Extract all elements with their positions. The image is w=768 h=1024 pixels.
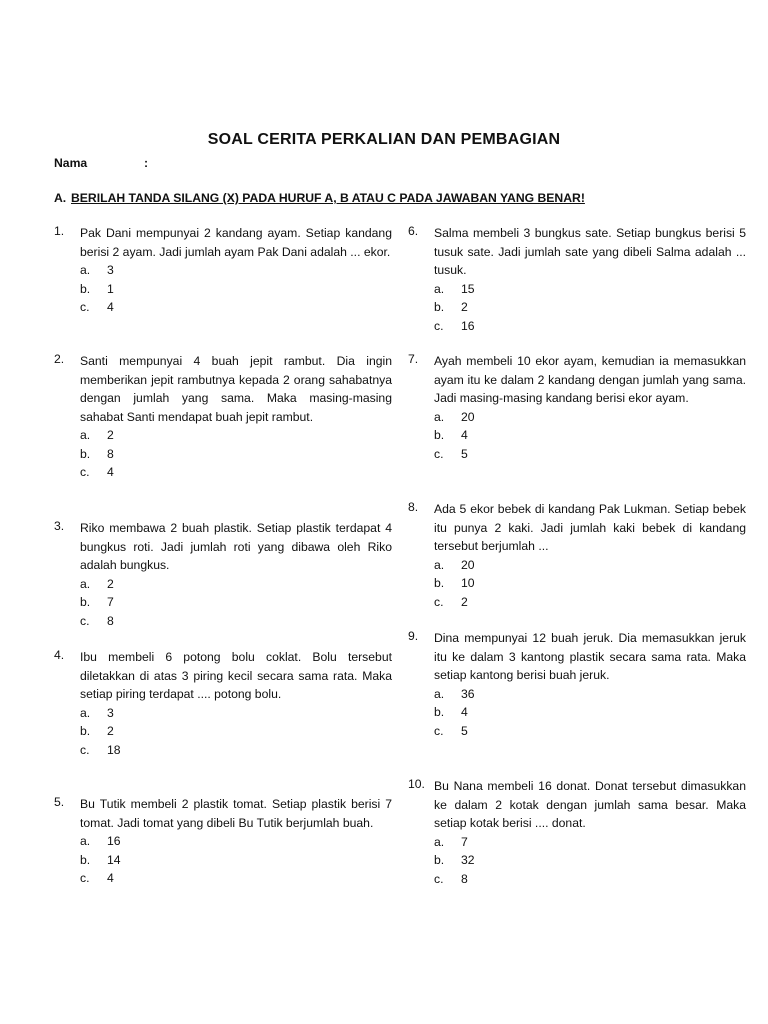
- option-letter: b.: [80, 446, 91, 461]
- answer-option[interactable]: [434, 556, 746, 574]
- page-title: SOAL CERITA PERKALIAN DAN PEMBAGIAN: [207, 131, 561, 148]
- answer-option[interactable]: [434, 703, 746, 721]
- name-colon: :: [144, 156, 149, 170]
- option-value: 8: [461, 871, 468, 886]
- option-letter: a.: [434, 834, 445, 849]
- option-letter: c.: [80, 742, 90, 757]
- option-value: 4: [107, 465, 114, 480]
- option-value: 32: [461, 853, 475, 868]
- question-number: 2.: [54, 352, 65, 366]
- answer-option[interactable]: [80, 593, 392, 611]
- option-value: 15: [461, 281, 475, 296]
- question-item: [54, 519, 392, 630]
- question-item: [54, 795, 392, 887]
- option-letter: b.: [434, 428, 445, 443]
- question-item: [408, 352, 746, 463]
- answer-option[interactable]: [80, 280, 392, 298]
- answer-options: [434, 280, 746, 335]
- question-item: [54, 352, 392, 482]
- question-number: 7.: [408, 352, 419, 366]
- option-value: 3: [107, 705, 114, 720]
- question-text: Pak Dani mempunyai 2 kandang ayam. Setiap kandang berisi 2 ayam. Jadi jumlah ayam Pak Dani adalah ... ekor.: [80, 226, 392, 259]
- option-letter: b.: [80, 281, 91, 296]
- answer-option[interactable]: [80, 261, 392, 279]
- option-letter: b.: [80, 595, 91, 610]
- answer-option[interactable]: [80, 722, 392, 740]
- option-value: 2: [107, 724, 114, 739]
- option-letter: b.: [80, 852, 91, 867]
- option-letter: c.: [80, 465, 90, 480]
- option-letter: c.: [434, 446, 444, 461]
- option-value: 4: [107, 299, 114, 314]
- answer-option[interactable]: [434, 851, 746, 869]
- option-letter: a.: [434, 686, 445, 701]
- option-value: 7: [107, 595, 114, 610]
- option-value: 5: [461, 723, 468, 738]
- question-item: [408, 629, 746, 740]
- question-number: 1.: [54, 224, 65, 238]
- answer-option[interactable]: [80, 575, 392, 593]
- answer-options: [80, 575, 392, 630]
- option-value: 2: [461, 594, 468, 609]
- question-item: [408, 500, 746, 611]
- answer-option[interactable]: [80, 832, 392, 850]
- answer-option[interactable]: [434, 280, 746, 298]
- option-letter: a.: [434, 557, 445, 572]
- answer-option[interactable]: [434, 593, 746, 611]
- answer-option[interactable]: [434, 426, 746, 444]
- question-number: 6.: [408, 224, 419, 238]
- answer-options: [434, 833, 746, 888]
- option-letter: b.: [434, 705, 445, 720]
- question-number: 5.: [54, 795, 65, 809]
- answer-option[interactable]: [434, 298, 746, 316]
- option-value: 16: [461, 318, 475, 333]
- answer-option[interactable]: [434, 685, 746, 703]
- question-item: [54, 224, 392, 316]
- option-letter: b.: [434, 853, 445, 868]
- answer-option[interactable]: [434, 833, 746, 851]
- answer-options: [80, 832, 392, 887]
- name-field: [54, 156, 149, 170]
- instruction-letter: A.: [54, 191, 67, 205]
- option-value: 8: [107, 613, 114, 628]
- option-value: 18: [107, 742, 121, 757]
- option-letter: c.: [434, 318, 444, 333]
- answer-option[interactable]: [80, 445, 392, 463]
- question-number: 3.: [54, 519, 65, 533]
- answer-option[interactable]: [80, 298, 392, 316]
- option-letter: a.: [80, 428, 91, 443]
- answer-option[interactable]: [434, 317, 746, 335]
- option-value: 14: [107, 852, 121, 867]
- option-value: 2: [461, 300, 468, 315]
- option-value: 3: [107, 263, 114, 278]
- option-letter: b.: [434, 300, 445, 315]
- question-text: Dina mempunyai 12 buah jeruk. Dia memasukkan jeruk itu ke dalam 3 kantong plastik secara sama rata. Maka setiap kantong berisi buah jeruk.: [434, 631, 746, 683]
- option-letter: c.: [434, 723, 444, 738]
- option-letter: a.: [80, 263, 91, 278]
- answer-option[interactable]: [80, 704, 392, 722]
- answer-option[interactable]: [80, 426, 392, 444]
- option-value: 4: [461, 428, 468, 443]
- answer-option[interactable]: [80, 612, 392, 630]
- option-value: 7: [461, 834, 468, 849]
- answer-options: [434, 556, 746, 611]
- question-text: Bu Tutik membeli 2 plastik tomat. Setiap plastik berisi 7 tomat. Jadi tomat yang dibeli Bu Tutik berjumlah buah.: [80, 797, 392, 830]
- instruction: [54, 191, 585, 205]
- instruction-text: BERILAH TANDA SILANG (X) PADA HURUF A, B ATAU C PADA JAWABAN YANG BENAR!: [71, 191, 585, 205]
- question-text: Salma membeli 3 bungkus sate. Setiap bungkus berisi 5 tusuk sate. Jadi jumlah sate yang dibeli Salma adalah ... tusuk.: [434, 226, 746, 278]
- question-item: [54, 648, 392, 759]
- answer-options: [434, 408, 746, 463]
- question-number: 10.: [408, 777, 425, 791]
- option-value: 1: [107, 281, 114, 296]
- option-value: 8: [107, 446, 114, 461]
- question-text: Ada 5 ekor bebek di kandang Pak Lukman. Setiap bebek itu punya 2 kaki. Jadi jumlah kaki bebek di kandang tersebut berjumlah ...: [434, 502, 746, 554]
- answer-option[interactable]: [434, 722, 746, 740]
- option-letter: a.: [80, 576, 91, 591]
- option-letter: b.: [80, 724, 91, 739]
- answer-option[interactable]: [434, 870, 746, 888]
- option-letter: a.: [80, 834, 91, 849]
- option-letter: b.: [434, 576, 445, 591]
- question-item: [408, 224, 746, 335]
- option-letter: a.: [434, 281, 445, 296]
- answer-option[interactable]: [80, 869, 392, 887]
- option-letter: c.: [434, 871, 444, 886]
- option-letter: c.: [80, 299, 90, 314]
- answer-option[interactable]: [434, 445, 746, 463]
- answer-option[interactable]: [434, 408, 746, 426]
- answer-options: [80, 261, 392, 316]
- option-value: 20: [461, 409, 475, 424]
- answer-options: [80, 426, 392, 481]
- option-letter: c.: [80, 870, 90, 885]
- option-value: 4: [461, 705, 468, 720]
- question-text: Santi mempunyai 4 buah jepit rambut. Dia ingin memberikan jepit rambutnya kepada 2 orang sahabatnya dengan jumlah yang sama. Maka masing-masing sahabat Santi mendapat buah jepit rambut.: [80, 354, 392, 424]
- question-text: Ayah membeli 10 ekor ayam, kemudian ia memasukkan ayam itu ke dalam 2 kandang dengan jumlah yang sama. Jadi masing-masing kandang berisi ekor ayam.: [434, 354, 746, 406]
- option-value: 20: [461, 557, 475, 572]
- name-label: Nama: [54, 156, 88, 170]
- option-value: 36: [461, 686, 475, 701]
- question-text: Riko membawa 2 buah plastik. Setiap plastik terdapat 4 bungkus roti. Jadi jumlah roti yang dibawa oleh Riko adalah bungkus.: [80, 521, 392, 573]
- question-number: 4.: [54, 648, 65, 662]
- option-value: 10: [461, 576, 475, 591]
- answer-option[interactable]: [80, 851, 392, 869]
- option-letter: a.: [434, 409, 445, 424]
- answer-options: [80, 704, 392, 759]
- question-text: Bu Nana membeli 16 donat. Donat tersebut dimasukkan ke dalam 2 kotak dengan jumlah sama besar. Maka setiap kotak berisi .... donat.: [434, 779, 746, 831]
- option-value: 5: [461, 446, 468, 461]
- question-number: 8.: [408, 500, 419, 514]
- answer-options: [434, 685, 746, 740]
- answer-option[interactable]: [80, 463, 392, 481]
- question-number: 9.: [408, 629, 419, 643]
- option-value: 4: [107, 870, 114, 885]
- option-letter: c.: [80, 613, 90, 628]
- option-letter: c.: [434, 594, 444, 609]
- answer-option[interactable]: [80, 741, 392, 759]
- option-value: 2: [107, 576, 114, 591]
- option-value: 2: [107, 428, 114, 443]
- option-value: 16: [107, 834, 121, 849]
- question-text: Ibu membeli 6 potong bolu coklat. Bolu tersebut diletakkan di atas 3 piring kecil secara sama rata. Maka setiap piring terdapat .... potong bolu.: [80, 650, 392, 702]
- question-item: [408, 777, 746, 888]
- option-letter: a.: [80, 705, 91, 720]
- answer-option[interactable]: [434, 574, 746, 592]
